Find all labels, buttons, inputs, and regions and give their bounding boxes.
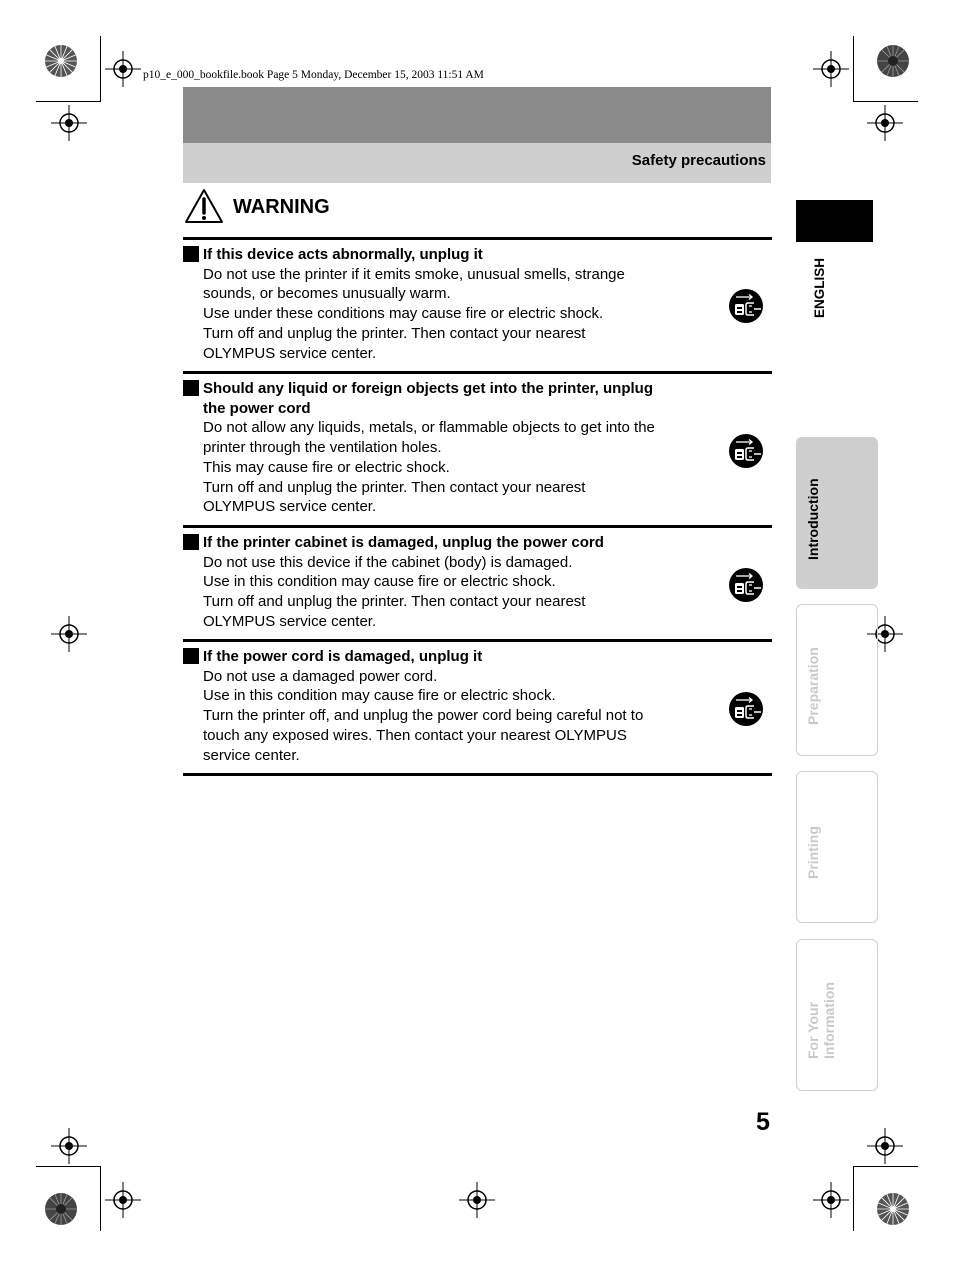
item-heading bbox=[183, 245, 703, 265]
bullet-square-icon bbox=[183, 648, 199, 664]
item-body bbox=[183, 265, 703, 364]
body-line: sounds, or becomes unusually warm. bbox=[203, 285, 451, 303]
heading-line: If this device acts abnormally, unplug it bbox=[203, 246, 483, 263]
body-line: Do not use the printer if it emits smoke, unusual smells, strange bbox=[203, 265, 625, 283]
body-line: Turn the printer off, and unplug the power cord being careful not to bbox=[203, 707, 644, 725]
registration-crosshair-icon bbox=[459, 1182, 495, 1218]
unplug-power-plug-icon bbox=[728, 567, 764, 603]
body-line: Turn off and unplug the printer. Then contact your nearest bbox=[203, 478, 586, 496]
tab-printing[interactable] bbox=[796, 771, 878, 923]
registration-crosshair-icon bbox=[105, 1182, 141, 1218]
sunburst-registration-icon bbox=[44, 44, 78, 78]
tab-introduction[interactable] bbox=[796, 437, 878, 589]
registration-crosshair-icon bbox=[51, 616, 87, 652]
registration-crosshair-icon bbox=[813, 1182, 849, 1218]
item-body bbox=[183, 418, 703, 517]
registration-crosshair-icon bbox=[867, 105, 903, 141]
registration-crosshair-icon bbox=[813, 51, 849, 87]
section-title: Safety precautions bbox=[631, 152, 766, 169]
warning-item-liquid bbox=[183, 379, 703, 517]
section-divider bbox=[183, 525, 772, 528]
tab-label: Introduction bbox=[805, 478, 821, 560]
page-number: 5 bbox=[756, 1108, 770, 1136]
tab-label: Printing bbox=[805, 826, 821, 879]
registration-crosshair-icon bbox=[867, 1128, 903, 1164]
item-body bbox=[183, 667, 703, 766]
body-line: service center. bbox=[203, 746, 300, 764]
body-line: OLYMPUS service center. bbox=[203, 612, 377, 630]
registration-crosshair-icon bbox=[105, 51, 141, 87]
body-line: Do not allow any liquids, metals, or flammable objects to get into the bbox=[203, 419, 655, 437]
warning-item-power-cord bbox=[183, 647, 703, 765]
book-file-header: p10_e_000_bookfile.book Page 5 Monday, December 15, 2003 11:51 AM bbox=[143, 69, 484, 81]
body-line: This may cause fire or electric shock. bbox=[203, 458, 450, 476]
heading-line: Should any liquid or foreign objects get into the printer, unplug bbox=[203, 380, 653, 397]
section-divider bbox=[183, 371, 772, 374]
item-heading bbox=[183, 647, 703, 667]
sunburst-registration-icon bbox=[876, 44, 910, 78]
warning-triangle-icon bbox=[184, 188, 224, 224]
unplug-power-plug-icon bbox=[728, 288, 764, 324]
tab-label: Preparation bbox=[805, 647, 821, 725]
sunburst-registration-icon bbox=[44, 1192, 78, 1226]
sunburst-registration-icon bbox=[876, 1192, 910, 1226]
body-line: Use in this condition may cause fire or electric shock. bbox=[203, 687, 556, 705]
warning-item-cabinet bbox=[183, 533, 703, 632]
heading-line: If the power cord is damaged, unplug it bbox=[203, 648, 483, 665]
body-line: Use under these conditions may cause fire or electric shock. bbox=[203, 305, 604, 323]
body-line: OLYMPUS service center. bbox=[203, 344, 377, 362]
bullet-square-icon bbox=[183, 380, 199, 396]
unplug-power-plug-icon bbox=[728, 433, 764, 469]
tab-preparation[interactable] bbox=[796, 604, 878, 756]
section-divider bbox=[183, 773, 772, 776]
body-line: Turn off and unplug the printer. Then contact your nearest bbox=[203, 593, 586, 611]
body-line: OLYMPUS service center. bbox=[203, 498, 377, 516]
body-line: touch any exposed wires. Then contact your nearest OLYMPUS bbox=[203, 726, 627, 744]
tab-label: Information bbox=[821, 982, 837, 1059]
bullet-square-icon bbox=[183, 534, 199, 550]
warning-label: WARNING bbox=[233, 196, 330, 218]
registration-crosshair-icon bbox=[51, 1128, 87, 1164]
header-band-dark bbox=[183, 87, 771, 143]
section-divider bbox=[183, 237, 772, 240]
section-divider bbox=[183, 639, 772, 642]
body-line: Do not use a damaged power cord. bbox=[203, 667, 438, 685]
heading-line: the power cord bbox=[203, 399, 311, 417]
body-line: printer through the ventilation holes. bbox=[203, 439, 442, 457]
body-line: Do not use this device if the cabinet (body) is damaged. bbox=[203, 553, 573, 571]
body-line: Turn off and unplug the printer. Then contact your nearest bbox=[203, 324, 586, 342]
item-body bbox=[183, 553, 703, 632]
item-heading bbox=[183, 379, 703, 418]
language-tab-marker bbox=[796, 200, 873, 242]
language-label: ENGLISH bbox=[812, 257, 827, 318]
registration-crosshair-icon bbox=[51, 105, 87, 141]
body-line: Use in this condition may cause fire or electric shock. bbox=[203, 573, 556, 591]
heading-line: If the printer cabinet is damaged, unplug the power cord bbox=[203, 534, 604, 551]
item-heading bbox=[183, 533, 703, 553]
tab-label: For Your bbox=[805, 1001, 821, 1059]
warning-item-abnormal bbox=[183, 245, 703, 363]
unplug-power-plug-icon bbox=[728, 691, 764, 727]
tab-for-your-information[interactable] bbox=[796, 939, 878, 1091]
bullet-square-icon bbox=[183, 246, 199, 262]
